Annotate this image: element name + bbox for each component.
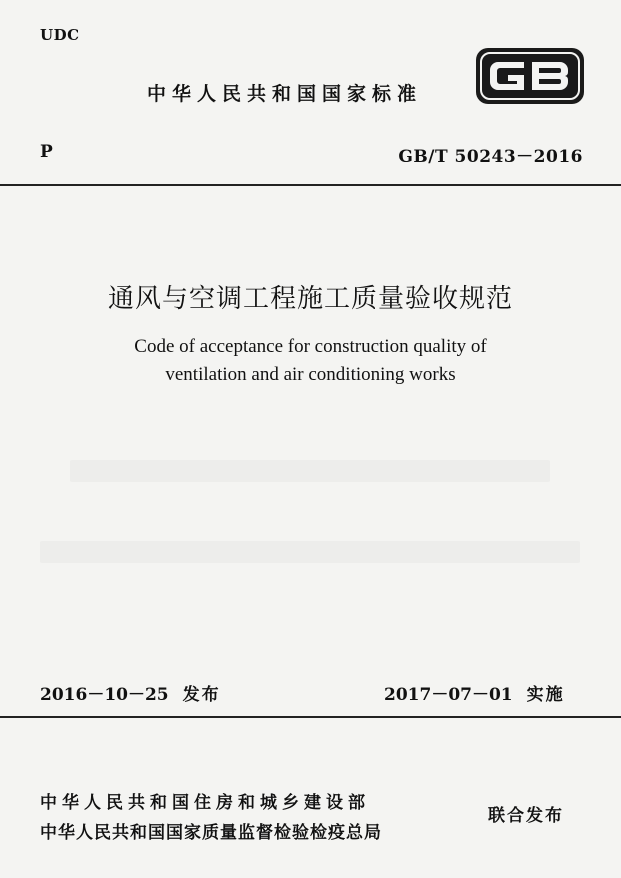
issue-date: 2016－10－25 (40, 685, 169, 705)
title-english-line2: ventilation and air conditioning works (165, 364, 456, 385)
publisher-line2: 中华人民共和国国家质量监督检验检疫总局 (40, 823, 382, 843)
faint-background-band (70, 460, 550, 482)
issue-date-block (40, 680, 221, 705)
bottom-divider (0, 716, 621, 718)
udc-label: UDC (40, 26, 80, 44)
top-divider (0, 184, 621, 186)
standard-code: GB/T 50243－2016 (398, 147, 583, 167)
classification-code: P (40, 142, 53, 162)
effective-label: 实施 (526, 685, 565, 705)
gb-logo (474, 46, 586, 106)
issue-label: 发布 (182, 685, 221, 705)
joint-issue-label: 联合发布 (488, 806, 564, 826)
title-chinese: 通风与空调工程施工质量验收规范 (107, 284, 513, 314)
publisher-line1: 中华人民共和国住房和城乡建设部 (40, 793, 370, 813)
national-standard-heading: 中华人民共和国国家标准 (147, 83, 423, 105)
effective-date: 2017－07－01 (384, 685, 513, 705)
effective-date-block (384, 680, 565, 705)
faint-background-band (40, 541, 580, 563)
title-english-line1: Code of acceptance for construction quality of (134, 336, 487, 357)
